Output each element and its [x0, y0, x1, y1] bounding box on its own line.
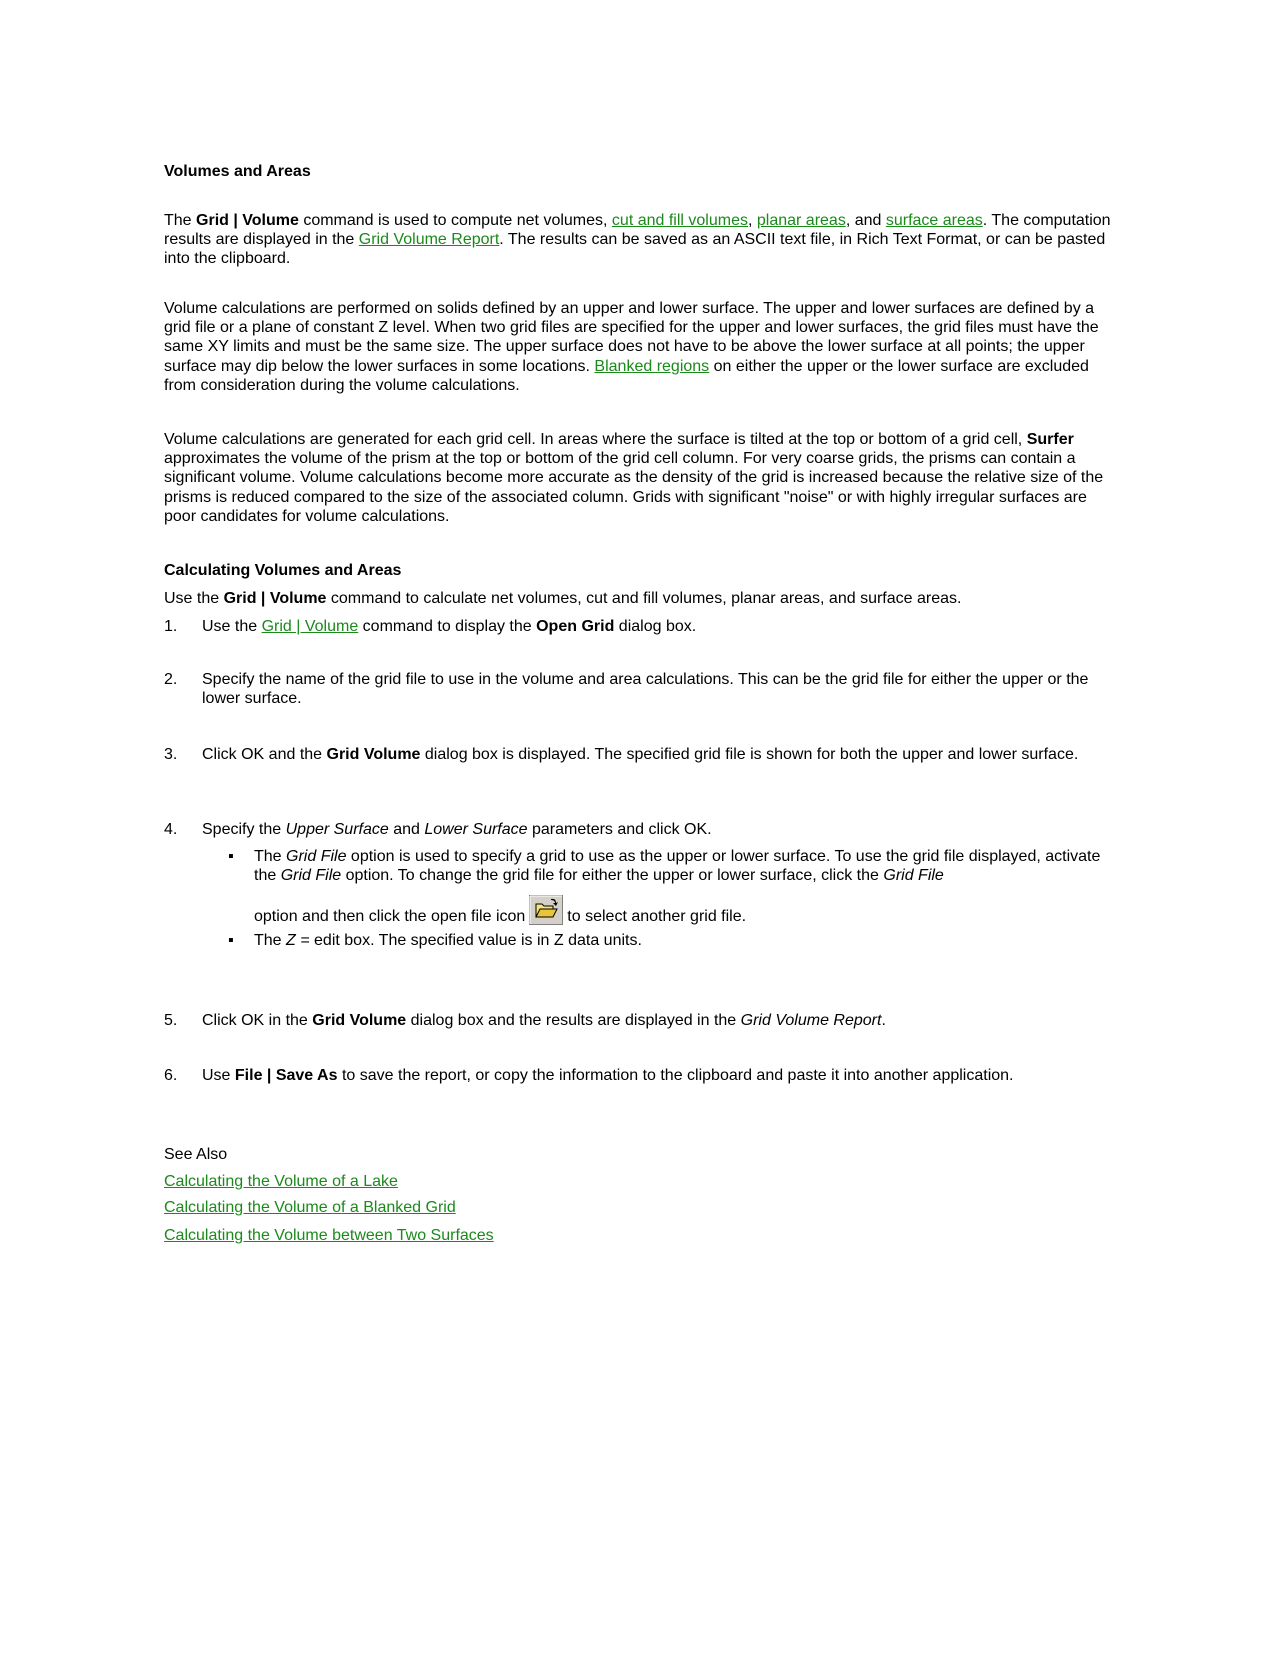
step-text: Click OK in the Grid Volume dialog box and the results are displayed in the Grid Volume Report. — [202, 1012, 886, 1029]
step-number: 5. — [164, 1012, 178, 1029]
step-number: 1. — [164, 618, 178, 635]
bullet-text-continued: option and then click the open file icon to select another grid file. — [254, 895, 1112, 926]
step-number: 3. — [164, 746, 178, 763]
page-title: Volumes and Areas — [164, 163, 311, 180]
step-text: Use the Grid | Volume command to display the Open Grid dialog box. — [202, 618, 697, 635]
link-volume-between-surfaces[interactable]: Calculating the Volume between Two Surfaces — [164, 1227, 494, 1244]
bullet-marker: ▪ — [228, 932, 234, 949]
link-cut-and-fill-volumes[interactable]: cut and fill volumes — [611, 212, 748, 229]
step-text: Click OK and the Grid Volume dialog box is displayed. The specified grid file is shown for both the upper and lower surface. — [202, 746, 1079, 763]
step-text: Specify the name of the grid file to use in the volume and area calculations. This can be the grid file for either the upper or the lower surface. — [202, 671, 1089, 708]
paragraph-surfaces: Volume calculations are performed on solids defined by an upper and lower surface. The upper and lower surfaces are defined by a grid file or a plane of constant Z level. When two grid files are specified for the upper and lower surfaces, the grid files must have the same XY limits and must be the same size. The upper surface does not have to be above the lower surface at all points; the upper surface may dip below the lower surfaces in some locations. Blanked regions on either the upper or the lower surface are excluded from consideration during the volume calculations. — [164, 300, 1099, 394]
link-grid-volume-report[interactable]: Grid Volume Report — [358, 231, 500, 249]
paragraph-grid-cells: Volume calculations are generated for each grid cell. In areas where the surface is tilted at the top or bottom of a grid cell, Surfer approximates the volume of the prism at the top or bottom of the grid cell column. For very coarse grids, the prisms can contain a significant volume. Volume calculations become more accurate as the density of the grid is increased because the relative size of the prisms is reduced compared to the size of the associated column. Grids with significant "noise" or with highly irregular surfaces are poor candidates for volume calculations. — [164, 431, 1104, 525]
link-blanked-regions[interactable]: Blanked regions — [594, 357, 710, 375]
link-planar-areas[interactable]: planar areas — [756, 212, 846, 229]
link-volume-of-lake[interactable]: Calculating the Volume of a Lake — [164, 1173, 398, 1190]
step-number: 4. — [164, 821, 178, 838]
bullet-text: The Z = edit box. The specified value is in Z data units. — [254, 932, 642, 949]
see-also-label: See Also — [164, 1146, 228, 1163]
section-intro: Use the Grid | Volume command to calculate net volumes, cut and fill volumes, planar areas, and surface areas. — [164, 590, 962, 607]
section-title: Calculating Volumes and Areas — [164, 562, 402, 579]
link-grid-volume[interactable]: Grid | Volume — [261, 618, 359, 635]
link-surface-areas[interactable]: surface areas — [885, 212, 983, 229]
step-text: Specify the Upper Surface and Lower Surface parameters and click OK. — [202, 821, 712, 838]
bullet-marker: ▪ — [228, 848, 234, 865]
step-number: 6. — [164, 1067, 178, 1084]
paragraph-intro: The Grid | Volume command is used to compute net volumes, cut and fill volumes, planar areas, and surface areas. The computation results are displayed in the Grid Volume Report. The results can be saved as an ASCII text file, in Rich Text Format, or can be pasted into the clipboard. — [164, 212, 1111, 268]
link-volume-of-blanked-grid[interactable]: Calculating the Volume of a Blanked Grid — [164, 1199, 456, 1216]
open-folder-icon — [529, 895, 563, 925]
step-number: 2. — [164, 671, 178, 688]
bullet-text: The Grid File option is used to specify a grid to use as the upper or lower surface. To use the grid file displayed, activate the Grid File option. To change the grid file for either the upper or lower surface, click the Grid File — [254, 848, 1101, 885]
step-text: Use File | Save As to save the report, or copy the information to the clipboard and paste it into another application. — [202, 1067, 1014, 1084]
